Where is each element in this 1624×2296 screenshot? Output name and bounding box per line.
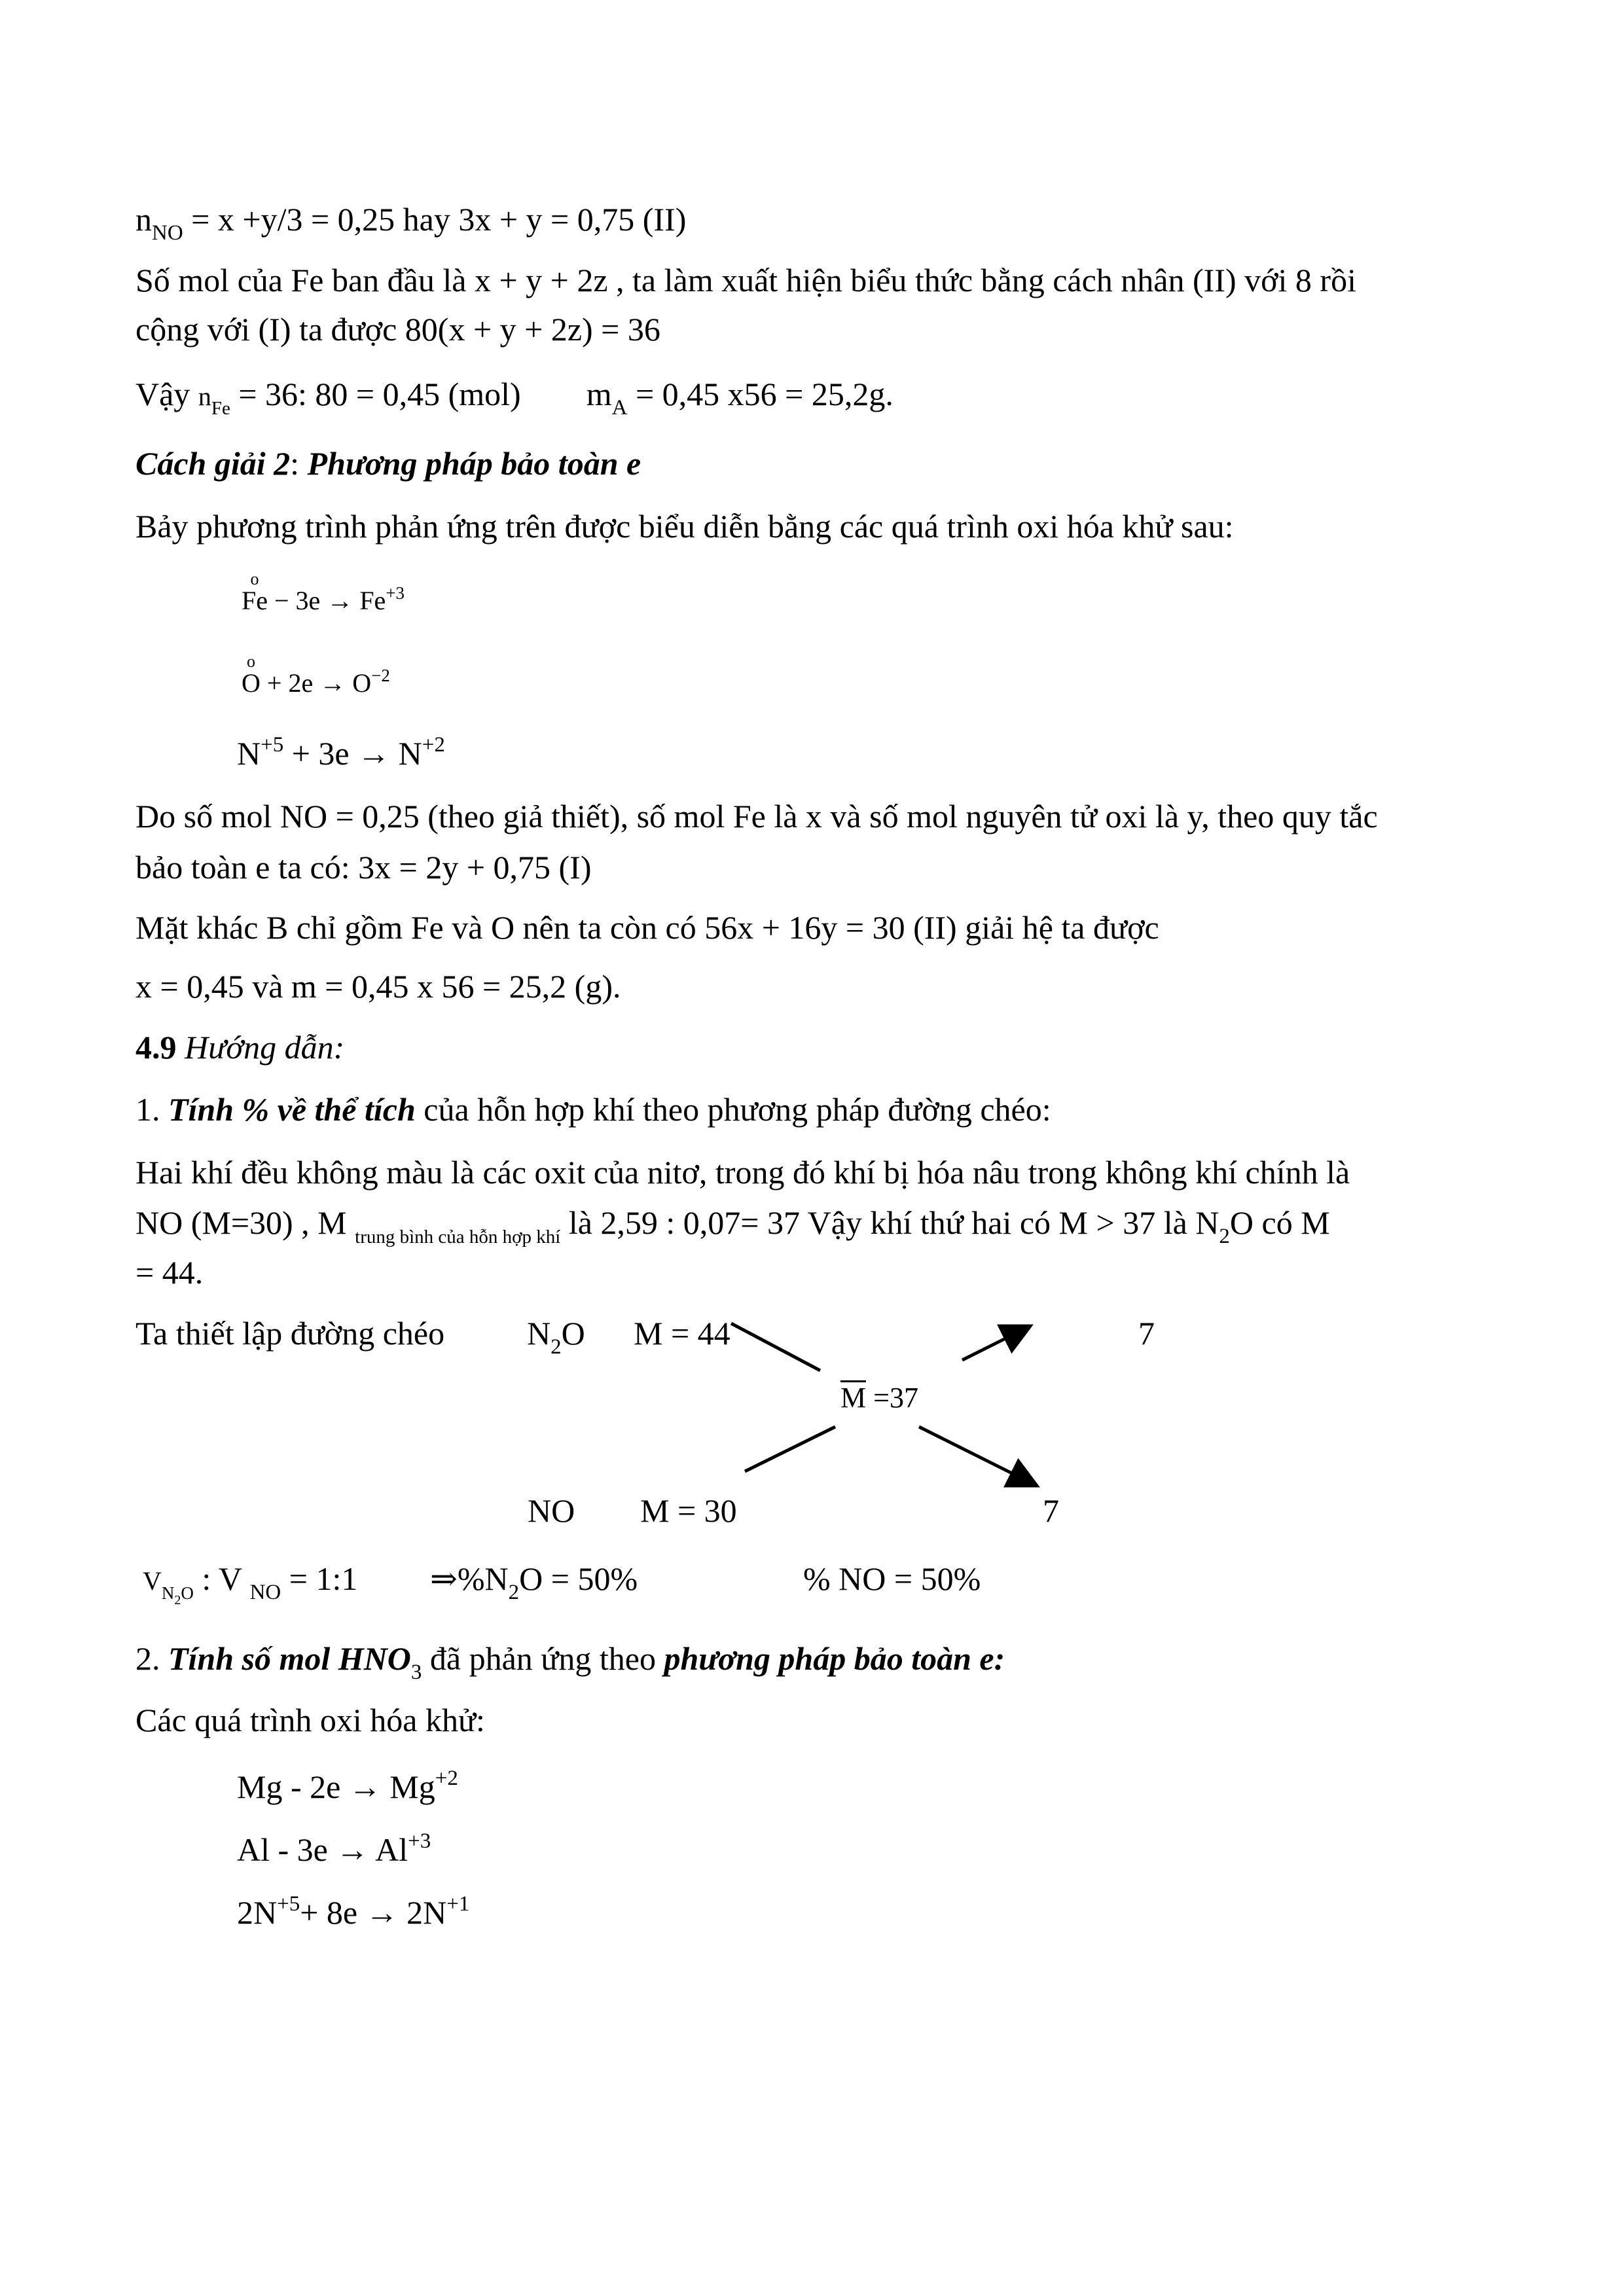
result-line: Vậy $n_{Fe} = 36$: 80 = 0,45 (mol) $m_A = 0,45$ x56 = 25,2g.	[135, 376, 893, 420]
diagram-result-2: 7	[1043, 1492, 1059, 1529]
diagram-arrow-out-bottom	[919, 1427, 1034, 1484]
mol-no-equation: $n_{NO} = x +y/3 = 0,25$ hay 3x + y = 0,75 (II)	[135, 201, 687, 245]
paragraph-line: Số mol của Fe ban đầu là x + y + 2z , ta làm xuất hiện biểu thức bằng cách nhân (II) với 8 rồi	[135, 262, 1356, 298]
percent-n2o: $\Rightarrow\%N_2O = 50\%$	[430, 1560, 638, 1604]
section-heading-4-9: 4.9 Hướng dẫn:	[135, 1029, 345, 1066]
paragraph-line: bảo toàn e ta có: 3x = 2y + 0,75 (I)	[135, 849, 592, 886]
equation-n: $N^{+5} + 3e \to N^{+2}$	[237, 733, 445, 772]
diagram-gas-n2o: $N_2O$	[527, 1315, 585, 1359]
section-heading: Cách giải 2: Phương pháp bảo toàn e	[135, 445, 641, 482]
diagram-gas-no: NO	[528, 1492, 575, 1529]
equation-fe: o $Fe - 3e \to Fe^{+3}$	[242, 569, 405, 615]
paragraph-line: NO (M=30) , M $_{trung bình của hỗn hợp khí}$ là 2,59 : 0,07= 37 Vậy khí thứ hai có M > 37 là $N_2O$ có M	[135, 1204, 1330, 1248]
diagram-m2: M = 30	[640, 1492, 737, 1529]
equation-mg: $Mg - 2e \to Mg^{+2}$	[237, 1767, 458, 1805]
diagram-arrow-out-top	[962, 1327, 1028, 1360]
percent-no: % NO = 50%	[803, 1560, 981, 1597]
paragraph-line: Mặt khác B chỉ gồm Fe và O nên ta còn có 56x + 16y = 30 (II) giải hệ ta được	[135, 909, 1159, 946]
paragraph-line: Do số mol NO = 0,25 (theo giả thiết), số mol Fe là x và số mol nguyên tử oxi là y, theo quy tắc	[135, 798, 1378, 834]
paragraph-line: Bảy phương trình phản ứng trên được biểu diễn bằng các quá trình oxi hóa khử sau:	[135, 508, 1234, 545]
paragraph-line: = 44.	[135, 1254, 204, 1291]
item-2-heading: 2. Tính số mol $HNO_3$ đã phản ứng theo phương pháp bảo toàn e:	[135, 1640, 1005, 1684]
equation-al: $Al - 3e \to Al^{+3}$	[237, 1829, 431, 1868]
paragraph-line: x = 0,45 và m = 0,45 x 56 = 25,2 (g).	[135, 968, 621, 1005]
diagram-line-in-top	[731, 1323, 820, 1371]
diagram-result-1: 7	[1138, 1315, 1155, 1352]
ratio-line: $V_{N2O}$ : V $_{NO}$ = 1:1	[143, 1560, 358, 1607]
paragraph-line: cộng với (I) ta được 80(x + y + 2z) = 36	[135, 311, 660, 348]
diagram-m1: M = 44	[634, 1315, 731, 1352]
item-1-heading: 1. Tính % về thể tích của hỗn hợp khí theo phương pháp đường chéo:	[135, 1091, 1051, 1128]
paragraph-line: Các quá trình oxi hóa khử:	[135, 1702, 485, 1738]
diagram-line-in-bottom	[745, 1427, 835, 1471]
paragraph-line: Hai khí đều không màu là các oxit của nitơ, trong đó khí bị hóa nâu trong không khí chính là	[135, 1154, 1350, 1191]
diagram-center: M =37	[840, 1382, 918, 1414]
equation-2n: $2N^{+5}+ 8e \to 2N^{+1}$	[237, 1892, 470, 1931]
diagram-lead: Ta thiết lập đường chéo	[135, 1315, 445, 1352]
equation-o: o $O + 2e \to O^{-2}$	[242, 652, 390, 698]
